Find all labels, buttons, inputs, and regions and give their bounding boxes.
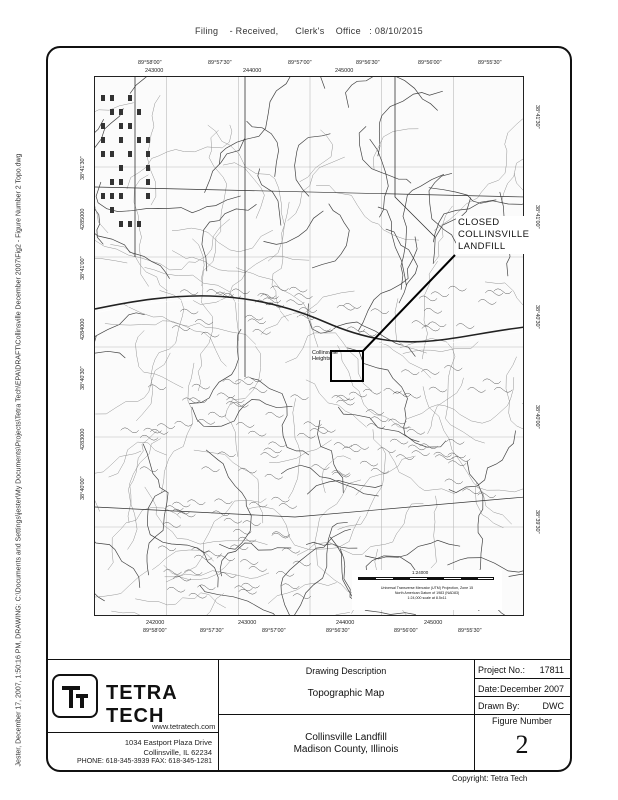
right-latitude-label: 38°41'00" — [534, 205, 540, 229]
drawn-by-label: Drawn By: — [478, 701, 520, 711]
building — [119, 193, 123, 199]
building — [119, 123, 123, 129]
site-line-2: Madison County, Illinois — [293, 744, 399, 755]
topographic-map-graphic — [95, 77, 524, 616]
building — [110, 179, 114, 185]
stamp-received: - Received, — [229, 26, 279, 36]
left-latitude-label: 4284000 — [80, 318, 86, 340]
company-website: www.tetratech.com — [152, 722, 216, 731]
copyright: Copyright: Tetra Tech — [452, 774, 528, 783]
town-label — [312, 350, 338, 362]
building — [101, 137, 105, 143]
title-block-project-info — [474, 660, 570, 770]
date-value: December 2007 — [499, 684, 564, 694]
top-longitude-label: 89°56'00" — [418, 60, 442, 66]
figure-number-value: 2 — [515, 730, 529, 759]
drawing-path-text: Jester, December 17, 2007, 1:50:16 PM, DRAWING: C:\Documents and Settings\jester\My Documents\Projects\Tetra Tech\EPA\DRAFT\Collinsville December 2007\Fig2 - Figure Number 2 Topo.dwg — [15, 153, 23, 767]
building — [146, 151, 150, 157]
building — [128, 95, 132, 101]
building — [146, 193, 150, 199]
left-latitude-label: 4285000 — [80, 208, 86, 230]
logo-divider — [48, 732, 218, 733]
project-no-label: Project No.: — [478, 665, 526, 675]
building — [110, 109, 114, 115]
project-no-value: 17811 — [539, 665, 564, 675]
scale-note-1: Universal Transverse Mercator (UTM) Projection, Zone 15 — [380, 586, 474, 590]
address-line-2: Collinsville, IL 62234 — [143, 748, 212, 757]
town-line-2: Heights — [312, 356, 331, 362]
filing-stamp — [0, 26, 618, 36]
building — [146, 179, 150, 185]
top-easting-label: 243000 — [145, 68, 164, 74]
callout-line-2: COLLINSVILLE — [458, 229, 530, 240]
stamp-date: : 08/10/2015 — [369, 26, 423, 36]
date-rule — [474, 696, 570, 697]
left-latitude-label: 38°40'00" — [80, 476, 86, 500]
phone-line: PHONE: 618-345-3939 FAX: 618-345-1281 — [76, 758, 212, 765]
description-divider — [218, 714, 474, 715]
right-latitude-label: 38°40'00" — [534, 405, 540, 429]
callout-line-3: LANDFILL — [458, 241, 506, 252]
bottom-easting-label: 242000 — [146, 620, 165, 626]
stamp-clerks: Clerk's — [295, 26, 325, 36]
address-line-1: 1034 Eastport Plaza Drive — [124, 738, 212, 747]
right-latitude-label: 38°39'30" — [534, 510, 540, 534]
top-longitude-label: 89°57'30" — [208, 60, 232, 66]
building — [119, 165, 123, 171]
building — [119, 221, 123, 227]
top-easting-label: 244000 — [243, 68, 262, 74]
tetra-tech-logo — [52, 674, 98, 718]
landfill-callout — [456, 216, 531, 254]
scale-bar-block — [352, 570, 502, 610]
left-latitude-label: 38°41'30" — [80, 156, 86, 180]
top-longitude-label: 89°58'00" — [138, 60, 162, 66]
title-block-company — [48, 660, 219, 770]
drawn-by-value: DWC — [542, 701, 564, 711]
top-easting-label: 245000 — [335, 68, 354, 74]
bottom-easting-label: 243000 — [238, 620, 257, 626]
bottom-longitude-label: 89°57'00" — [262, 628, 286, 634]
tt-logo-icon — [54, 676, 96, 716]
top-longitude-label: 89°56'30" — [356, 60, 380, 66]
top-longitude-label: 89°57'00" — [288, 60, 312, 66]
project-no-rule — [474, 678, 570, 679]
building — [110, 151, 114, 157]
right-latitude-label: 38°40'30" — [534, 305, 540, 329]
left-latitude-label: 38°40'30" — [80, 366, 86, 390]
map-background — [95, 77, 524, 616]
building — [119, 109, 123, 115]
scale-note-3: 1:24,000 scale at 8.5x11 — [407, 596, 447, 600]
bottom-longitude-label: 89°55'30" — [458, 628, 482, 634]
building — [110, 95, 114, 101]
callout-line-1: CLOSED — [458, 217, 500, 228]
drawing-path-sidebar — [14, 153, 24, 767]
scale-label: 1:24000 — [412, 570, 429, 575]
site-line-1: Collinsville Landfill — [305, 732, 387, 743]
company-name: TETRA TECH — [106, 682, 177, 727]
bottom-longitude-label: 89°56'00" — [394, 628, 418, 634]
building — [101, 95, 105, 101]
building — [128, 123, 132, 129]
building — [101, 123, 105, 129]
bottom-easting-label: 245000 — [424, 620, 443, 626]
building — [137, 221, 141, 227]
building — [119, 137, 123, 143]
bottom-easting-label: 244000 — [336, 620, 355, 626]
building — [128, 151, 132, 157]
stamp-filing: Filing — [195, 26, 219, 36]
topographic-map — [94, 76, 524, 616]
drawing-description-label: Drawing Description — [305, 666, 387, 676]
date-label: Date: — [478, 684, 500, 694]
bottom-longitude-label: 89°56'30" — [326, 628, 350, 634]
title-block-description — [218, 660, 475, 770]
left-latitude-label: 4283000 — [80, 428, 86, 450]
stamp-office: Office — [335, 26, 361, 36]
town-line-1: Collinsville — [312, 350, 338, 356]
top-longitude-label: 89°55'30" — [478, 60, 502, 66]
scale-note-2: North American Datum of 1983 (NAD83) — [394, 591, 460, 595]
building — [137, 137, 141, 143]
building — [101, 151, 105, 157]
building — [110, 193, 114, 199]
building — [128, 221, 132, 227]
right-latitude-label: 38°41'30" — [534, 105, 540, 129]
title-block — [48, 660, 570, 770]
left-latitude-label: 38°41'00" — [80, 256, 86, 280]
bottom-longitude-label: 89°58'00" — [143, 628, 167, 634]
scale-bar — [358, 577, 494, 580]
building — [119, 179, 123, 185]
building — [110, 207, 114, 213]
drawing-title: Topographic Map — [307, 688, 385, 699]
bottom-longitude-label: 89°57'30" — [200, 628, 224, 634]
building — [146, 165, 150, 171]
building — [146, 137, 150, 143]
building — [101, 193, 105, 199]
drawn-by-rule — [474, 714, 570, 715]
figure-number-label: Figure Number — [491, 716, 553, 726]
building — [137, 109, 141, 115]
